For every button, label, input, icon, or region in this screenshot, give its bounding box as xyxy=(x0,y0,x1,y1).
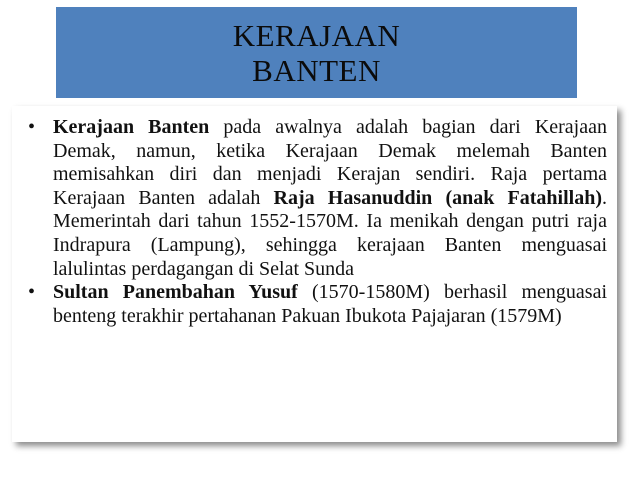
bullet-text-segment: Raja Hasanuddin (anak Fatahillah) xyxy=(273,186,602,209)
slide-title-line-2: BANTEN xyxy=(252,52,381,88)
bullet-item-sultan-panembahan-yusuf xyxy=(22,281,607,328)
bullet-marker: • xyxy=(28,116,36,138)
bullet-text-segment: . Memerintah dari tahun 1552-1570M. Ia menikah dengan putri raja Indrapura (Lampung), sehingga kerajaan Banten menguasai lalulintas perdagangan di Selat Sunda xyxy=(53,186,607,280)
bullet-item-kerajaan-banten xyxy=(22,116,607,281)
slide-content-box xyxy=(12,106,617,442)
bullet-marker: • xyxy=(28,281,36,304)
bullet-text-segment: (1570-1580M) berhasil menguasai benteng terakhir pertahanan Pakuan Ibukota Pajajaran (1579M) xyxy=(53,281,607,327)
slide-title-box xyxy=(56,7,577,98)
bullet-text-segment: Kerajaan Banten xyxy=(53,116,210,138)
slide-title-line-1: KERAJAAN xyxy=(232,17,401,53)
bullet-text-segment: Sultan Panembahan Yusuf xyxy=(53,281,298,304)
bullet-text-segment: pada awalnya adalah bagian dari Kerajaan Demak, namun, ketika Kerajaan Demak melemah Banten memisahkan diri dan menjadi Kerajan sendiri. Raja pertama Kerajaan Banten adalah xyxy=(53,116,607,209)
